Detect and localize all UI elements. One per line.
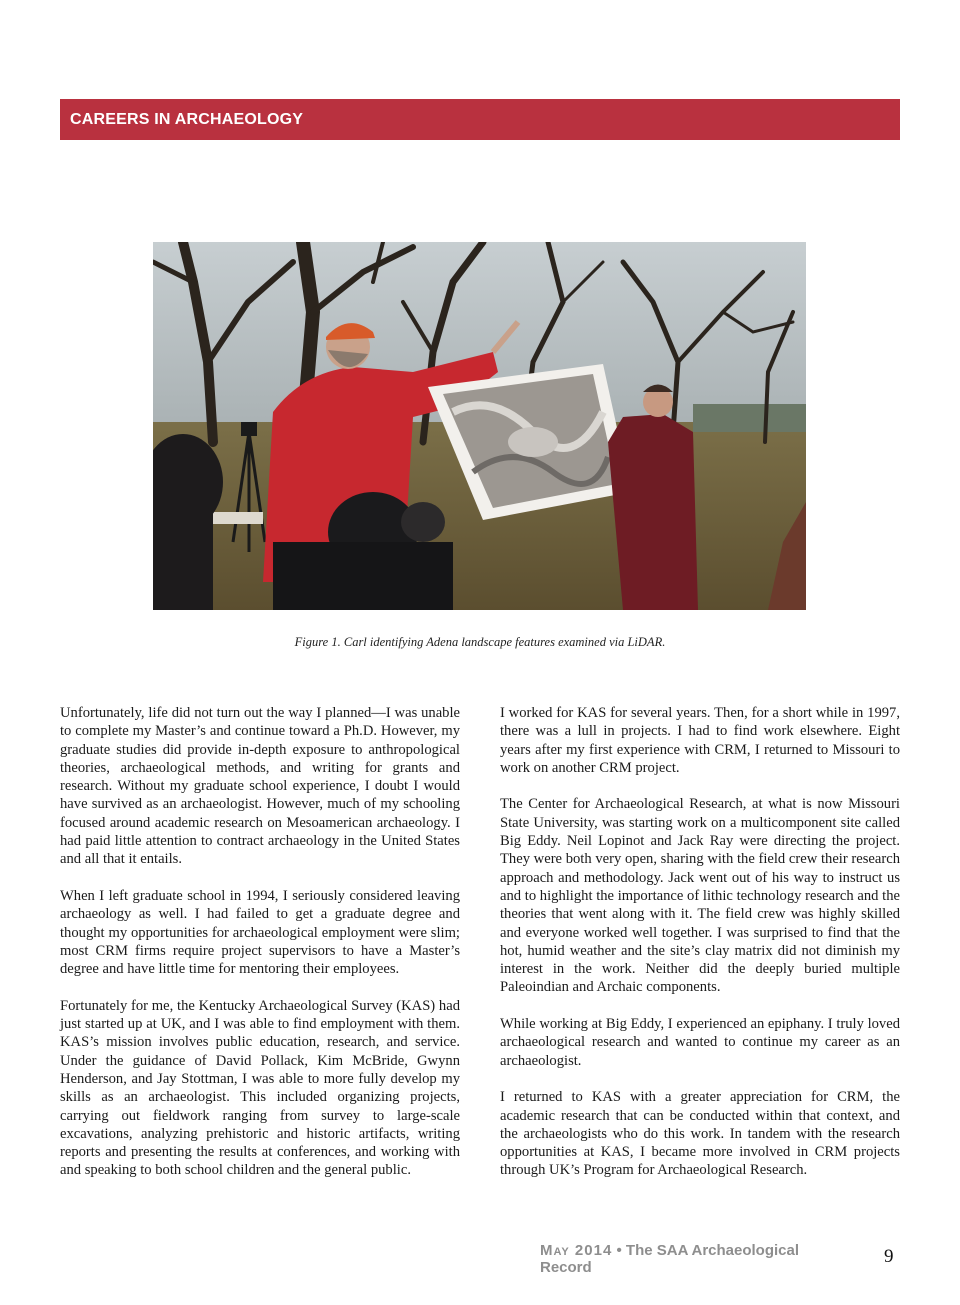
paragraph: The Center for Archaeological Research, at what is now Missouri State University, was starting work on a multicomponent site called Big Eddy. Neil Lopinot and Jack Ray were directing the project. They were both very open, sharing with the field crew their research approach and methodology. Jack went out of his way to instruct us and to highlight the importance of lithic technology research and the theories that went along with it. The field crew was highly skilled and everyone worked well together. I was surprised to find that the hot, humid weather and the site’s clay matrix did not diminish my interest in the work. Neither did the deeply buried multiple Paleoindian and Archaic components.: [500, 796, 900, 996]
footer-publication: The SAA Archaeological Record: [540, 1242, 800, 1276]
figure-caption: Figure 1. Carl identifying Adena landscape features examined via LiDAR.: [294, 635, 666, 649]
paragraph: Fortunately for me, the Kentucky Archaeological Survey (KAS) had just started up at UK, and I was able to find employment with them. KAS’s mission involves public education, research, and service. Under the guidance of David Pollack, Kim McBride, Gwynn Henderson, and Jay Stottman, I was able to more fully develop my skills as an archaeologist. This included organizing projects, carrying out fieldwork ranging from survey to large-scale excavations, analyzing prehistoric and historic artifacts, writing reports and presenting the results at conferences, and working with and speaking to both school children and the general public.: [60, 997, 460, 1179]
page-number: 9: [884, 1246, 894, 1267]
running-footer: [540, 1242, 840, 1276]
footer-separator: •: [616, 1242, 622, 1259]
paragraph: While working at Big Eddy, I experienced an epiphany. I truly loved archaeological research and wanted to continue my career as an archaeologist.: [500, 1016, 900, 1069]
paragraph: I returned to KAS with a greater appreciation for CRM, the academic research that can be conducted within that context, and the archaeologists who do this work. In tandem with the research opportunities at KAS, I became more involved in CRM projects through UK’s Program for Archaeological Research.: [500, 1089, 900, 1179]
paragraph: I worked for KAS for several years. Then, for a short while in 1997, there was a lull in projects. I had to find work elsewhere. Eight years after my first experience with CRM, I returned to Missouri to work on another CRM project.: [500, 705, 900, 776]
paragraph: Unfortunately, life did not turn out the way I planned—I was unable to complete my Master’s and continue toward a Ph.D. However, my graduate studies did provide in-depth exposure to anthropological theories, archaeological methods, and writing for grants and research. Without my graduate school experience, I doubt I would have survived as an archaeologist. However, much of my schooling focused around academic research on Mesoamerican archaeology. I had paid little attention to contract archaeology in the United States and all that it entails.: [60, 705, 460, 868]
left-column: [60, 704, 460, 1198]
right-column: [500, 704, 900, 1198]
section-banner: [60, 99, 900, 140]
paragraph: When I left graduate school in 1994, I seriously considered leaving archaeology as well. I had failed to get a graduate degree and thought my opportunities for archaeological employment were slim; most CRM firms require project supervisors to have a Master’s degree and have little time for mentoring their employees.: [60, 887, 460, 978]
footer-month: May 2014: [540, 1242, 613, 1259]
section-title: CAREERS IN ARCHAEOLOGY: [70, 111, 304, 128]
photo-illustration: [153, 242, 806, 610]
figure-photo: [153, 242, 806, 610]
